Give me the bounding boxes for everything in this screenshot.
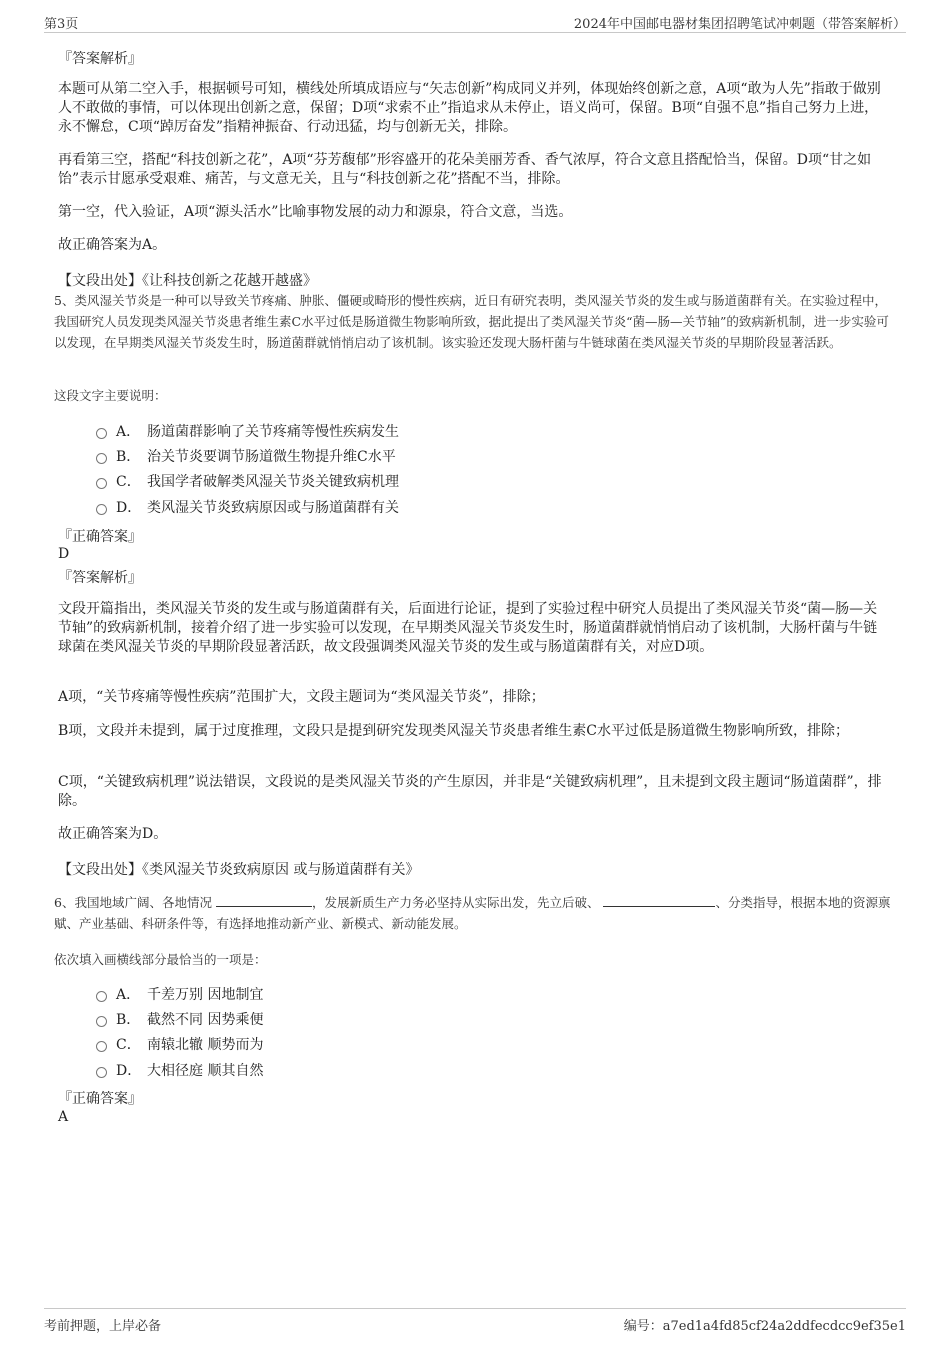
correct-answer-label: 『正确答案』: [58, 1091, 142, 1107]
document-id: 编号：a7ed1a4fd85cf24a2ddfecdcc9ef35e1: [623, 1319, 906, 1334]
option-b[interactable]: [96, 1009, 263, 1029]
page-header: [44, 10, 906, 33]
option-text: 治关节炎要调节肠道微生物提升维C水平: [147, 449, 396, 465]
question-prompt: 这段文字主要说明：: [54, 388, 167, 403]
analysis-paragraph: B项，文段并未提到，属于过度推理，文段只是提到研究发现类风湿关节炎患者维生素C水平过低是肠道微生物影响所致，排除；: [58, 723, 849, 739]
correct-answer-statement: 故正确答案为D。: [58, 826, 168, 842]
radio-icon[interactable]: [96, 1041, 107, 1052]
option-text: 我国学者破解类风湿关节炎关键致病机理: [147, 474, 399, 490]
correct-answer-label: 『正确答案』: [58, 529, 142, 545]
fill-blank: [216, 894, 312, 907]
option-d[interactable]: [96, 497, 399, 517]
radio-icon[interactable]: [96, 991, 107, 1002]
passage-source: 【文段出处】《让科技创新之花越开越盛》: [58, 273, 317, 289]
stem-part: 、分类指导，根据本地的资源禀赋、产业基础、科研条件等，有选择地推动新产业、新模式、新动能发展。: [54, 895, 891, 931]
radio-icon[interactable]: [96, 478, 107, 489]
option-text: 千差万别 因地制宜: [147, 987, 264, 1003]
option-text: 截然不同 因势乘便: [147, 1012, 264, 1028]
correct-answer-value: A: [58, 1109, 69, 1125]
analysis-paragraph: 文段开篇指出，类风湿关节炎的发生或与肠道菌群有关，后面进行论证，提到了实验过程中研究人员提出了类风湿关节炎“菌—肠—关节轴”的致病新机制，接着介绍了进一步实验可以发现，在早期类风湿关节炎发生时，肠道菌群就悄悄启动了该机制，大肠杆菌与牛链球菌在类风湿关节炎的早期阶段显著活跃，故文段强调类风湿关节炎的发生或与肠道菌群有关，对应D项。: [58, 601, 878, 655]
question-stem: [54, 892, 892, 934]
option-d[interactable]: [96, 1060, 263, 1080]
answer-analysis-label: 『答案解析』: [58, 51, 142, 67]
option-letter: A．: [116, 987, 141, 1003]
option-text: 肠道菌群影响了关节疼痛等慢性疾病发生: [147, 424, 399, 440]
footer-slogan: 考前押题，上岸必备: [44, 1319, 162, 1334]
option-letter: C．: [116, 1037, 141, 1053]
fill-blank: [603, 894, 715, 907]
option-b[interactable]: [96, 446, 396, 466]
document-title: 2024年中国邮电器材集团招聘笔试冲刺题（带答案解析）: [573, 17, 906, 32]
option-c[interactable]: [96, 471, 399, 491]
radio-icon[interactable]: [96, 504, 107, 515]
passage-source: 【文段出处】《类风湿关节炎致病原因 或与肠道菌群有关》: [58, 862, 420, 878]
analysis-paragraph: A项，“关节疼痛等慢性疾病”范围扩大，文段主题词为“类风湿关节炎”，排除；: [58, 689, 545, 705]
radio-icon[interactable]: [96, 453, 107, 464]
correct-answer-value: D: [58, 546, 70, 562]
option-letter: D．: [116, 1063, 142, 1079]
option-letter: B．: [116, 1012, 141, 1028]
option-c[interactable]: [96, 1034, 263, 1054]
stem-part: 6、我国地域广阔、各地情况: [54, 895, 216, 910]
option-text: 南辕北辙 顺势而为: [147, 1037, 264, 1053]
analysis-paragraph: C项，“关键致病机理”说法错误，文段说的是类风湿关节炎的产生原因，并非是“关键致病机理”，且未提到文段主题词“肠道菌群”，排除。: [58, 774, 882, 809]
radio-icon[interactable]: [96, 428, 107, 439]
answer-analysis-label: 『答案解析』: [58, 570, 142, 586]
radio-icon[interactable]: [96, 1067, 107, 1078]
page-footer: [44, 1308, 906, 1333]
option-letter: D．: [116, 500, 142, 516]
question-stem: 5、类风湿关节炎是一种可以导致关节疼痛、肿胀、僵硬或畸形的慢性疾病，近日有研究表明，类风湿关节炎的发生或与肠道菌群有关。在实验过程中，我国研究人员发现类风湿关节炎患者维生素C水平过低是肠道微生物影响所致，据此提出了类风湿关节炎“菌—肠—关节轴”的致病新机制，进一步实验可以发现，在早期类风湿关节炎发生时，肠道菌群就悄悄启动了该机制。该实验还发现大肠杆菌与牛链球菌在类风湿关节炎的早期阶段显著活跃。: [54, 293, 889, 350]
option-letter: C．: [116, 474, 141, 490]
option-a[interactable]: [96, 421, 399, 441]
question-prompt: 依次填入画横线部分最恰当的一项是：: [54, 952, 267, 967]
analysis-paragraph: 再看第三空，搭配“科技创新之花”，A项“芬芳馥郁”形容盛开的花朵美丽芳香、香气浓厚，符合文意且搭配恰当，保留。D项“甘之如饴”表示甘愿承受艰难、痛苦，与文意无关，且与“科技创新之花”搭配不当，排除。: [58, 152, 872, 187]
analysis-paragraph: 第一空，代入验证，A项“源头活水”比喻事物发展的动力和源泉，符合文意，当选。: [58, 204, 573, 220]
radio-icon[interactable]: [96, 1016, 107, 1027]
option-text: 大相径庭 顺其自然: [147, 1063, 264, 1079]
stem-part: ，发展新质生产力务必坚持从实际出发，先立后破、: [311, 895, 600, 910]
analysis-paragraph: 本题可从第二空入手，根据顿号可知，横线处所填成语应与“矢志创新”构成同义并列，体现始终创新之意，A项“敢为人先”指敢于做别人不敢做的事情，可以体现出创新之意，保留；D项“求索不止”指追求从未停止，语义尚可，保留。B项“自强不息”指自己努力上进，永不懈怠，C项“踔厉奋发”指精神振奋、行动迅猛，均与创新无关，排除。: [58, 81, 881, 135]
page-number: 第3页: [44, 17, 79, 32]
correct-answer-statement: 故正确答案为A。: [58, 237, 167, 253]
option-letter: B．: [116, 449, 141, 465]
option-a[interactable]: [96, 984, 263, 1004]
option-text: 类风湿关节炎致病原因或与肠道菌群有关: [147, 500, 399, 516]
option-letter: A．: [116, 424, 141, 440]
